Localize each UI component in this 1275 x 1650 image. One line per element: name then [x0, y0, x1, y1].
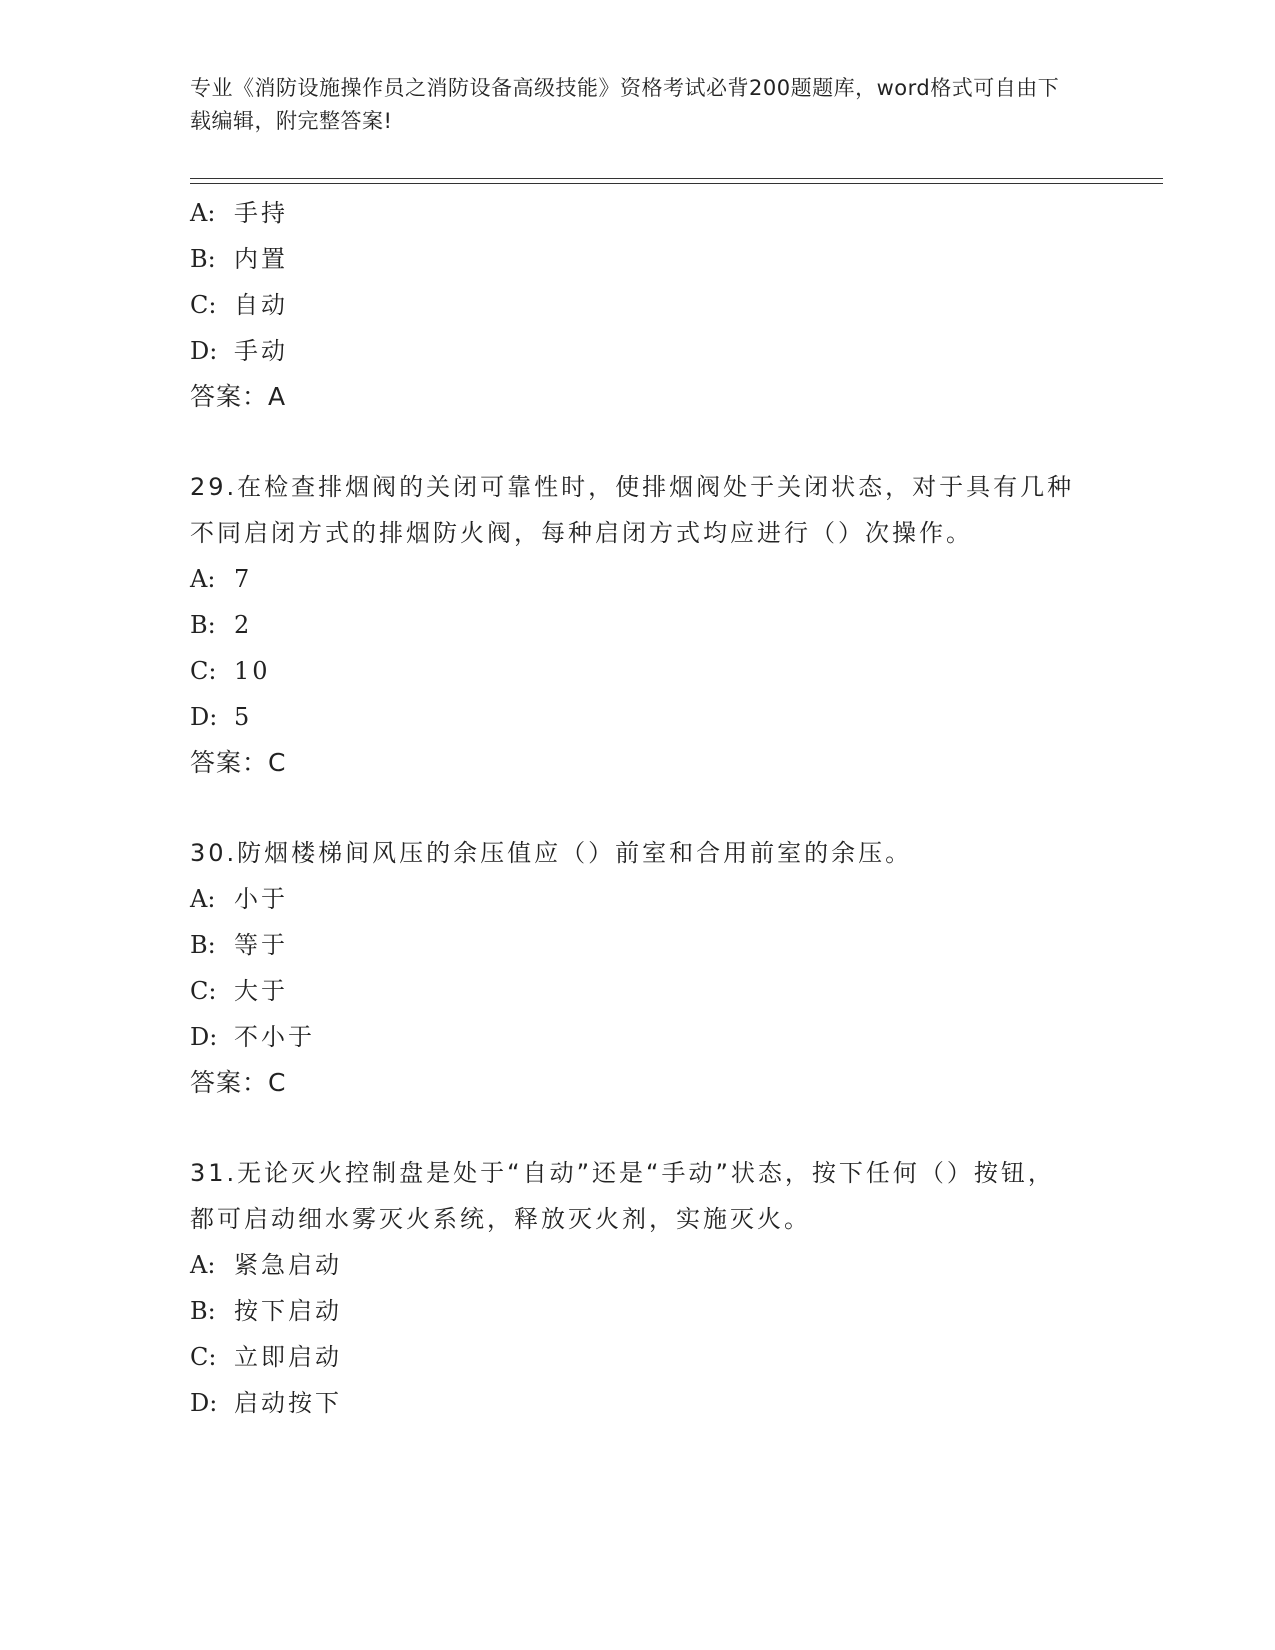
option-c — [190, 648, 1090, 694]
option-letter: A: — [190, 1251, 216, 1279]
question-list — [190, 190, 1090, 1426]
option-a — [190, 1242, 1090, 1288]
option-letter: D: — [190, 337, 218, 365]
option-letter: A: — [190, 565, 216, 593]
option-text: 内置 — [234, 245, 288, 273]
option-text: 手动 — [234, 337, 288, 365]
option-letter: C: — [190, 657, 217, 685]
option-letter: A: — [190, 885, 216, 913]
option-text: 手持 — [234, 199, 288, 227]
document-header: 专业《消防设施操作员之消防设备高级技能》资格考试必背200题题库，word格式可自由下载编辑，附完整答案! — [190, 76, 1060, 133]
option-c — [190, 282, 1090, 328]
option-text: 按下启动 — [234, 1297, 342, 1325]
option-b — [190, 602, 1090, 648]
option-text: 不小于 — [234, 1023, 315, 1051]
option-letter: D: — [190, 1389, 218, 1417]
option-letter: A: — [190, 199, 216, 227]
option-text: 小于 — [234, 885, 288, 913]
option-d — [190, 1014, 1090, 1060]
option-text: 立即启动 — [234, 1343, 342, 1371]
header-divider-bottom — [190, 183, 1163, 184]
option-c — [190, 1334, 1090, 1380]
option-letter: B: — [190, 245, 216, 273]
option-text: 紧急启动 — [234, 1251, 342, 1279]
option-d — [190, 1380, 1090, 1426]
option-text: 大于 — [234, 977, 288, 1005]
question-stem: 31.无论灭火控制盘是处于“自动”还是“手动”状态，按下任何（）按钮，都可启动细水雾灭火系统，释放灭火剂，实施灭火。 — [190, 1159, 1055, 1233]
option-d — [190, 328, 1090, 374]
option-b — [190, 236, 1090, 282]
option-a — [190, 556, 1090, 602]
option-letter: C: — [190, 977, 217, 1005]
option-text: 启动按下 — [234, 1389, 342, 1417]
option-text: 2 — [234, 611, 253, 639]
option-letter: D: — [190, 1023, 218, 1051]
option-a — [190, 190, 1090, 236]
option-b — [190, 922, 1090, 968]
question-29 — [190, 464, 1090, 786]
question-28 — [190, 190, 1090, 420]
option-letter: C: — [190, 291, 217, 319]
option-b — [190, 1288, 1090, 1334]
option-letter: C: — [190, 1343, 217, 1371]
option-letter: B: — [190, 1297, 216, 1325]
option-text: 10 — [234, 657, 271, 685]
answer: 答案：C — [190, 748, 287, 777]
option-text: 自动 — [234, 291, 288, 319]
option-d — [190, 694, 1090, 740]
option-a — [190, 876, 1090, 922]
question-stem: 30.防烟楼梯间风压的余压值应（）前室和合用前室的余压。 — [190, 839, 913, 867]
header-divider-top — [190, 178, 1163, 179]
answer: 答案：A — [190, 382, 287, 411]
option-c — [190, 968, 1090, 1014]
question-stem: 29.在检查排烟阀的关闭可靠性时，使排烟阀处于关闭状态，对于具有几种不同启闭方式的排烟防火阀，每种启闭方式均应进行（）次操作。 — [190, 473, 1075, 547]
question-30 — [190, 830, 1090, 1106]
option-letter: D: — [190, 703, 218, 731]
question-31 — [190, 1150, 1090, 1426]
option-letter: B: — [190, 611, 216, 639]
option-letter: B: — [190, 931, 216, 959]
option-text: 5 — [234, 703, 253, 731]
option-text: 7 — [234, 565, 253, 593]
answer: 答案：C — [190, 1068, 287, 1097]
option-text: 等于 — [234, 931, 288, 959]
